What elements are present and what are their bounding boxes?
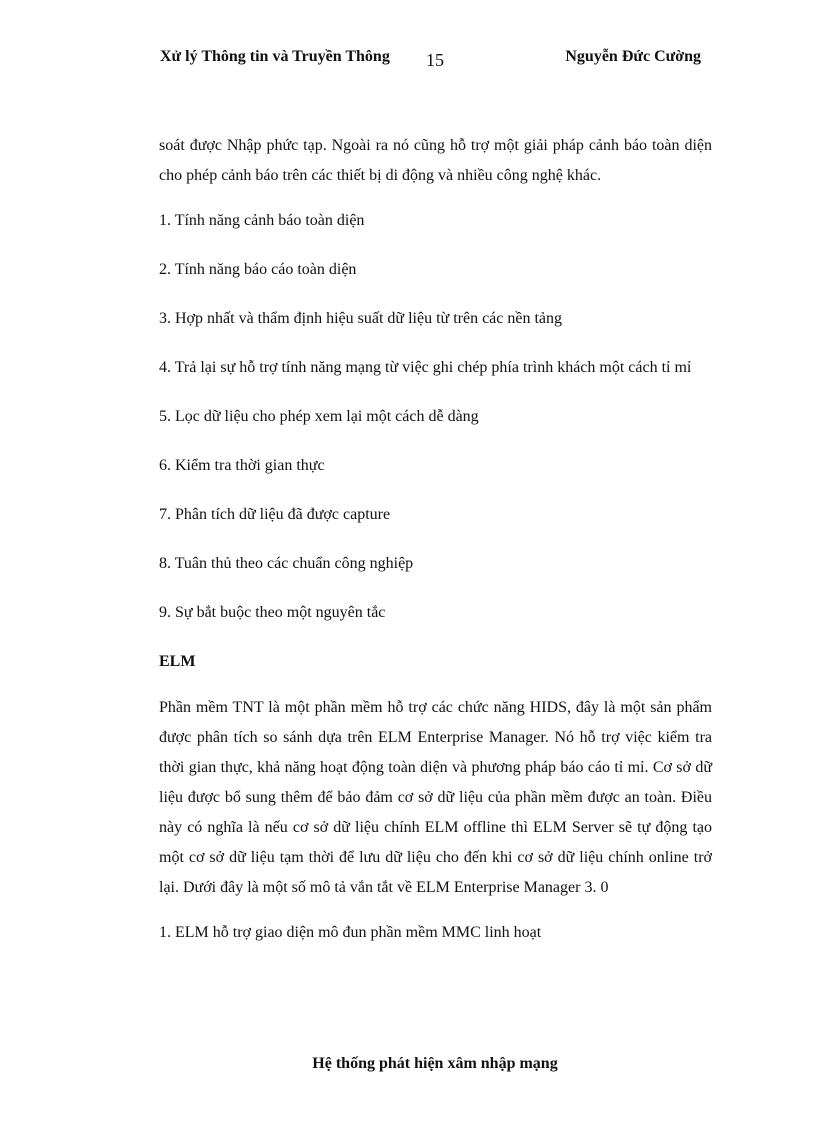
list-item: 2. Tính năng báo cáo toàn diện (159, 261, 357, 278)
page-header (0, 48, 816, 72)
section-heading-elm: ELM (159, 653, 196, 670)
list-item: 5. Lọc dữ liệu cho phép xem lại một cách dễ dàng (159, 408, 479, 425)
list-item: 3. Hợp nhất và thẩm định hiệu suất dữ liệu từ trên các nền tảng (159, 310, 563, 327)
elm-paragraph: Phần mềm TNT là một phần mềm hỗ trợ các chức năng HIDS, đây là một sản phẩm được phân tích so sánh dựa trên ELM Enterprise Manager. Nó hỗ trợ việc kiểm tra thời gian thực, khả năng hoạt động toàn diện và phương pháp báo cáo tỉ mỉ. Cơ sở dữ liệu được bổ sung thêm để bảo đảm cơ sở dữ liệu của phần mềm được an toàn. Điều này có nghĩa là nếu cơ sở dữ liệu chính ELM offline thì ELM Server sẽ tự động tạo một cơ sở dữ liệu tạm thời để lưu dữ liệu cho đến khi cơ sở dữ liệu chính online trở lại. Dưới đây là một số mô tả vắn tắt về ELM Enterprise Manager 3. 0 (159, 699, 712, 896)
page-body (159, 131, 712, 967)
header-course-title: Xử lý Thông tin và Truyền Thông (160, 48, 390, 65)
list-item: 1. Tính năng cảnh báo toàn diện (159, 212, 365, 229)
list-item: 8. Tuân thủ theo các chuẩn công nghiệp (159, 555, 414, 572)
header-author: Nguyễn Đức Cường (565, 48, 701, 65)
elm-list-item: 1. ELM hỗ trợ giao diện mô đun phần mềm MMC linh hoạt (159, 924, 542, 941)
intro-paragraph: soát được Nhập phức tạp. Ngoài ra nó cũng hỗ trợ một giải pháp cảnh báo toàn diện cho phép cảnh báo trên các thiết bị di động và nhiều công nghệ khác. (159, 137, 712, 184)
page-footer: Hệ thống phát hiện xâm nhập mạng (312, 1055, 558, 1072)
feature-list (159, 206, 712, 647)
list-item: 6. Kiểm tra thời gian thực (159, 457, 325, 474)
page-number: 15 (426, 50, 444, 70)
list-item: 7. Phân tích dữ liệu đã được capture (159, 506, 391, 523)
list-item: 9. Sự bắt buộc theo một nguyên tắc (159, 604, 386, 621)
list-item: 4. Trả lại sự hỗ trợ tính năng mạng từ việc ghi chép phía trình khách một cách tỉ mỉ (159, 359, 692, 376)
